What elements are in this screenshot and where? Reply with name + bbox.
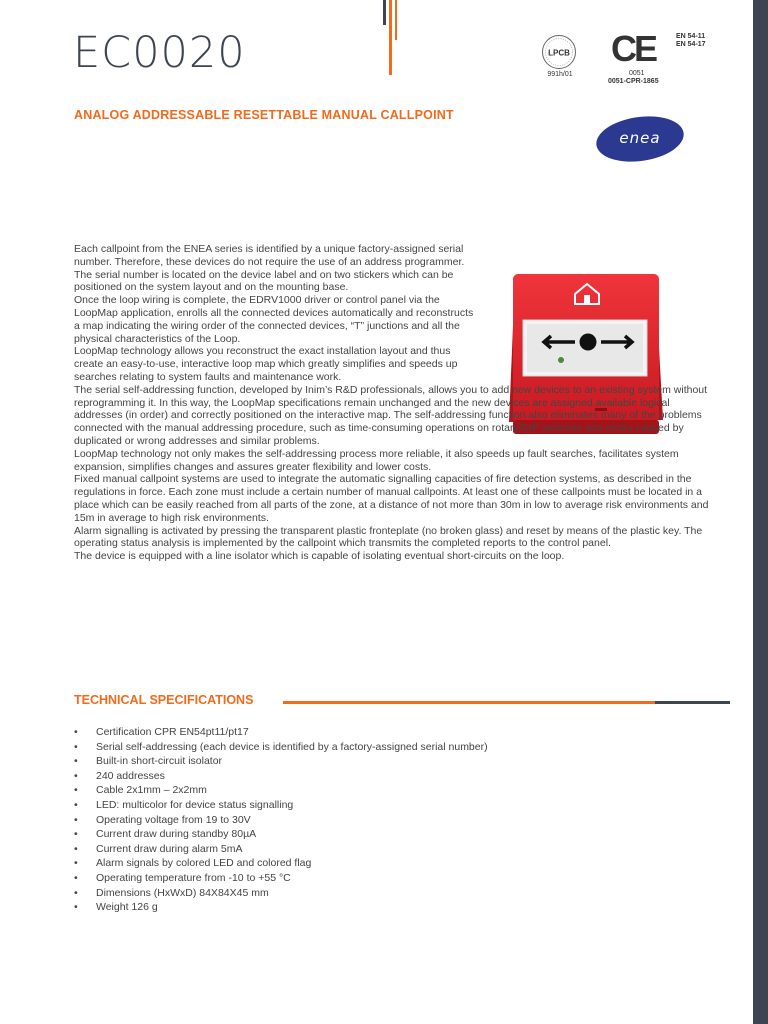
specs-divider-dark — [655, 701, 730, 704]
ce-notified-body: 0051 — [629, 70, 645, 77]
spec-item: • Operating voltage from 19 to 30V — [74, 813, 488, 828]
description-paragraph: LoopMap technology not only makes the self-addressing process more reliable, it also speeds up fault searches, facilitates system expansion, simplifies changes and assures greater flexibility and lower costs. — [74, 447, 679, 473]
enea-logo-text: enea — [619, 129, 661, 147]
spec-item: • Built-in short-circuit isolator — [74, 754, 488, 769]
spec-item: • Operating temperature from -10 to +55 °C — [74, 871, 488, 886]
spec-item: • Weight 126 g — [74, 900, 488, 915]
spec-item: • Certification CPR EN54pt11/pt17 — [74, 725, 488, 740]
header-accent-line-orange-short — [395, 0, 397, 40]
description-paragraph: Once the loop wiring is complete, the EDRV1000 driver or control panel via the LoopMap application, enrolls all the connected devices automatically and reconstructs a map indicating the wiring order of the connected devices, “T” junctions and all the physical characteristics of the Loop. — [74, 294, 474, 345]
description-paragraph: The device is equipped with a line isolator which is capable of isolating eventual short-circuits on the loop. — [74, 550, 565, 563]
spec-item: • Alarm signals by colored LED and colored flag — [74, 856, 488, 871]
specs-divider-orange — [283, 701, 655, 704]
spec-item: • Current draw during alarm 5mA — [74, 842, 488, 857]
spec-item: • Serial self-addressing (each device is identified by a factory-assigned serial number) — [74, 740, 488, 755]
lpcb-logo — [541, 34, 577, 70]
standard-en54-17: EN 54-17 — [676, 41, 706, 48]
ce-mark: CE — [611, 28, 656, 69]
description-paragraph: Alarm signalling is activated by pressing the transparent plastic fronteplate (no broken glass) and reset by means of the plastic key. The operating status analysis is implemented by the callpoint which transmits the completed reports to the control panel. — [74, 524, 703, 550]
product-code: EC0020 — [73, 28, 246, 78]
standard-en54-11: EN 54-11 — [676, 33, 706, 40]
enea-logo — [596, 117, 684, 161]
product-subtitle: ANALOG ADDRESSABLE RESETTABLE MANUAL CALLPOINT — [74, 108, 454, 122]
description-paragraph: The serial self-addressing function, developed by Inim’s R&D professionals, allows you to add new devices to an existing system without reprogramming it. In this way, the LoopMap specifications remain unchanged and the new devices are assigned available logical addresses (in order) and correctly positioned on the interactive map. The self-addressing function also eliminates many of the problems connected with the manual addressing procedure, such as time-consuming operations on rotary/DIP switches and errors caused by duplicated or wrong addresses and similar problems. — [74, 383, 708, 447]
description-paragraph: Each callpoint from the ENEA series is identified by a unique factory-assigned serial number. Therefore, these devices do not require the use of an address programmer. The serial number is located on the device label and on two stickers which can be positioned on the system layout and on the mounting base. — [74, 243, 465, 294]
description-paragraph: Fixed manual callpoint systems are used to integrate the automatic signalling capacities of fire detection systems, as described in the regulations in force. Each zone must include a certain number of manual callpoints. At least one of these callpoints must be located in a place which can be easily reached from all parts of the zone, at a distance of not more than 30m in low to average risk environments and 15m in average to high risk environments. — [74, 473, 709, 524]
spec-item: • Dimensions (HxWxD) 84X84X45 mm — [74, 886, 488, 901]
specs-list — [74, 725, 488, 915]
page-edge-bar — [753, 0, 768, 1024]
lpcb-label: LPCB — [548, 48, 570, 58]
ce-cpr-number: 0051-CPR-1865 — [608, 78, 659, 85]
lpcb-cert-number: 991h/01 — [547, 71, 573, 78]
spec-item: • LED: multicolor for device status signalling — [74, 798, 488, 813]
product-description — [74, 243, 719, 563]
header-accent-line-orange — [389, 0, 392, 75]
description-paragraph: LoopMap technology allows you reconstruct the exact installation layout and thus create an easy-to-use, interactive loop map which greatly simplifies and speeds up searches relating to system faults and maintenance work. — [74, 345, 458, 383]
spec-item: • 240 addresses — [74, 769, 488, 784]
spec-item: • Cable 2x1mm – 2x2mm — [74, 783, 488, 798]
spec-item: • Current draw during standby 80µA — [74, 827, 488, 842]
specs-heading: TECHNICAL SPECIFICATIONS — [74, 693, 254, 707]
header-accent-line-dark — [383, 0, 386, 25]
